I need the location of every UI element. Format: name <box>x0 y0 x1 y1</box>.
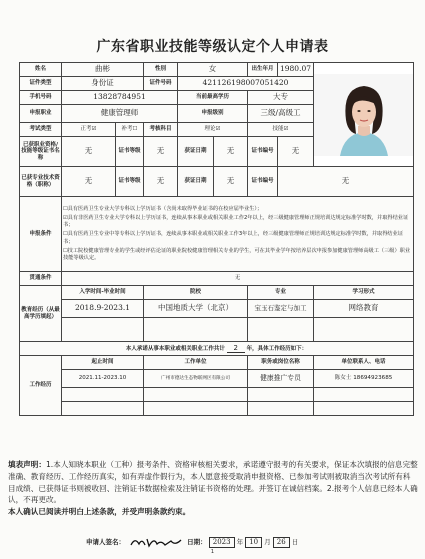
declaration-final: 本人确认已阅读并明白上述条款，并受声明条款约束。 <box>8 507 191 517</box>
cert-name-label: 已获职业资格/技能等级证书名称 <box>20 137 62 167</box>
phone-label: 手机号码 <box>20 91 62 105</box>
table-row <box>20 402 414 416</box>
cert-no-value: 无 <box>278 137 314 167</box>
idno-value: 421126198007051420 <box>178 77 314 91</box>
conditions-options <box>62 197 414 272</box>
pro-level-value: 无 <box>144 167 178 197</box>
exam-makeup-checkbox[interactable]: 补考☐ <box>116 123 144 137</box>
date-month: 10 <box>245 537 262 548</box>
pro-level-label: 证书等级 <box>116 167 144 197</box>
gender-value: 女 <box>178 63 248 77</box>
work-header-post: 职务或岗位名称 <box>248 356 314 370</box>
work-header-unit: 工作单位 <box>144 356 248 370</box>
name-value: 曲彬 <box>62 63 144 77</box>
work-contact: 陈女士 18694923685 <box>314 370 414 388</box>
date-label: 日期： <box>187 538 207 546</box>
career-label: 申报职业 <box>20 105 62 123</box>
pro-title-label: 已获专业技术资格（职称） <box>20 167 62 197</box>
edu-major: 宝玉石鉴定与加工 <box>248 300 314 318</box>
condition-option[interactable]: ☐具有医药卫生专业中等专科以上学历证书，连续从事本职业或相关职业工作3年以上，经三级健康管理师正规培训达规定标准学时数，并取得结业证书； <box>63 231 403 245</box>
name-label: 姓名 <box>20 63 62 77</box>
work-post: 健康推广专员 <box>248 370 314 388</box>
career-value: 健康管理师 <box>62 105 178 123</box>
birth-value: 1980.07 <box>278 63 314 77</box>
date-day-unit: 日 <box>291 538 299 546</box>
condition-option[interactable]: ☐技工院校健康管理专业的学生或经评估论证的职业院校健康管理相关专业的学生，可在其毕业学年按培养层次申报参加健康管理师高级工（三级）职业技能等级认定。 <box>63 247 411 261</box>
signature-image <box>127 535 185 549</box>
idtype-label: 证件类型 <box>20 77 62 91</box>
table-row <box>20 300 414 318</box>
level-value: 三级/高级工 <box>248 105 314 123</box>
work-years-line: 本人承诺从事本职业或相关职业工作共计 2 年，具体工作经历如下： <box>20 342 414 356</box>
edu-label: 当前最高学历 <box>178 91 248 105</box>
application-table <box>19 62 414 416</box>
subject-label: 考核科目 <box>144 123 178 137</box>
table-row <box>20 370 414 388</box>
work-time: 2021.11-2023.10 <box>62 370 144 388</box>
work-header-time: 起止时间 <box>62 356 144 370</box>
cert-name-value: 无 <box>62 137 116 167</box>
edu-form: 网络教育 <box>314 300 414 318</box>
sign-label: 申请人签名： <box>86 538 125 546</box>
applicant-photo <box>314 74 413 156</box>
edu-header-school: 院校 <box>144 286 248 300</box>
work-label: 工作经历 <box>20 356 62 416</box>
birth-label: 出生年月 <box>248 63 278 77</box>
date-year-unit: 年 <box>236 538 244 546</box>
date-day: 26 <box>273 537 290 548</box>
condition-option[interactable]: ☑具有非医药卫生专业大学专科以上学历证书，连续从事本职业或相关职业工作2年以上，经三级健康管理师正规培训达规定标准学时数，并取得结业证书； <box>63 215 409 229</box>
pro-date-label: 获证日期 <box>178 167 214 197</box>
cert-level-label: 证书等级 <box>116 137 144 167</box>
signature <box>127 535 185 549</box>
page-number: 1 <box>210 549 215 555</box>
edu-school: 中国地质大学（北京） <box>144 300 248 318</box>
date-year: 2023 <box>209 537 235 548</box>
declaration-text: 1.本人知晓本职业（工种）报考条件、资格审核相关要求，承诺遵守报考的有关要求，保证本次填报的信息完整准确、教育经历、工作经历真实，如有弄虚作假行为，本人愿意接受取消申报资格、已参加考试则被取消当次考试所有科目成绩、已获得证书则被收回、注销证书数据检索及注销证书资格的处理。并签订在诚信档案。2.报考个人信息已经本人确认，不再更改。 <box>8 460 418 505</box>
table-row <box>20 318 414 342</box>
edu-time: 2018.9-2023.1 <box>62 300 144 318</box>
subject-theory-checkbox[interactable]: 理论☑ <box>178 123 248 137</box>
subject-skill-checkbox[interactable]: 技能☑ <box>248 123 314 137</box>
gender-label: 性别 <box>144 63 178 77</box>
pro-no-value: 无 <box>278 167 414 197</box>
form-title: 广东省职业技能等级认定个人申请表 <box>96 39 329 55</box>
date-month-unit: 月 <box>264 538 271 546</box>
cert-level-value: 无 <box>144 137 178 167</box>
photo-cell <box>314 63 414 167</box>
work-header-contact: 单位联系人、电话 <box>314 356 414 370</box>
pro-date-value: 无 <box>214 167 248 197</box>
table-row <box>20 388 414 402</box>
signature-line <box>86 535 298 549</box>
edu-header-major: 专业 <box>248 286 314 300</box>
cert-date-value: 无 <box>214 137 248 167</box>
portrait-image <box>314 74 413 156</box>
pro-no-label: 证书编号 <box>248 167 278 197</box>
pro-title-value: 无 <box>62 167 116 197</box>
declaration <box>8 459 418 518</box>
education-label: 教育经历（从最高学历填起） <box>20 286 62 342</box>
edu-header-time: 入学时间-毕业时间 <box>62 286 144 300</box>
conditions-label: 申报条件 <box>20 197 62 272</box>
level-label: 申报级别 <box>178 105 248 123</box>
cert-date-label: 获证日期 <box>178 137 214 167</box>
special-label: 贯通条件 <box>20 272 62 286</box>
condition-option[interactable]: ☐具有医药卫生专业大学专科以上学历证书（含尚未取得毕业证书的在校应届毕业生）； <box>63 206 263 213</box>
idno-label: 证件号码 <box>144 77 178 91</box>
cert-no-label: 证书编号 <box>248 137 278 167</box>
edu-header-form: 学习形式 <box>314 286 414 300</box>
edu-value: 大专 <box>248 91 314 105</box>
idtype-value: 身份证 <box>62 77 144 91</box>
work-unit: 广州市德达生态物联网区有限公司 <box>144 370 248 388</box>
exam-normal-checkbox[interactable]: 正考☑ <box>62 123 116 137</box>
special-value: 无 <box>62 272 414 286</box>
phone-value: 13828784951 <box>62 91 178 105</box>
declaration-head: 填表声明： <box>8 460 46 469</box>
work-years-value: 2 <box>227 344 245 353</box>
exam-label: 考试类型 <box>20 123 62 137</box>
